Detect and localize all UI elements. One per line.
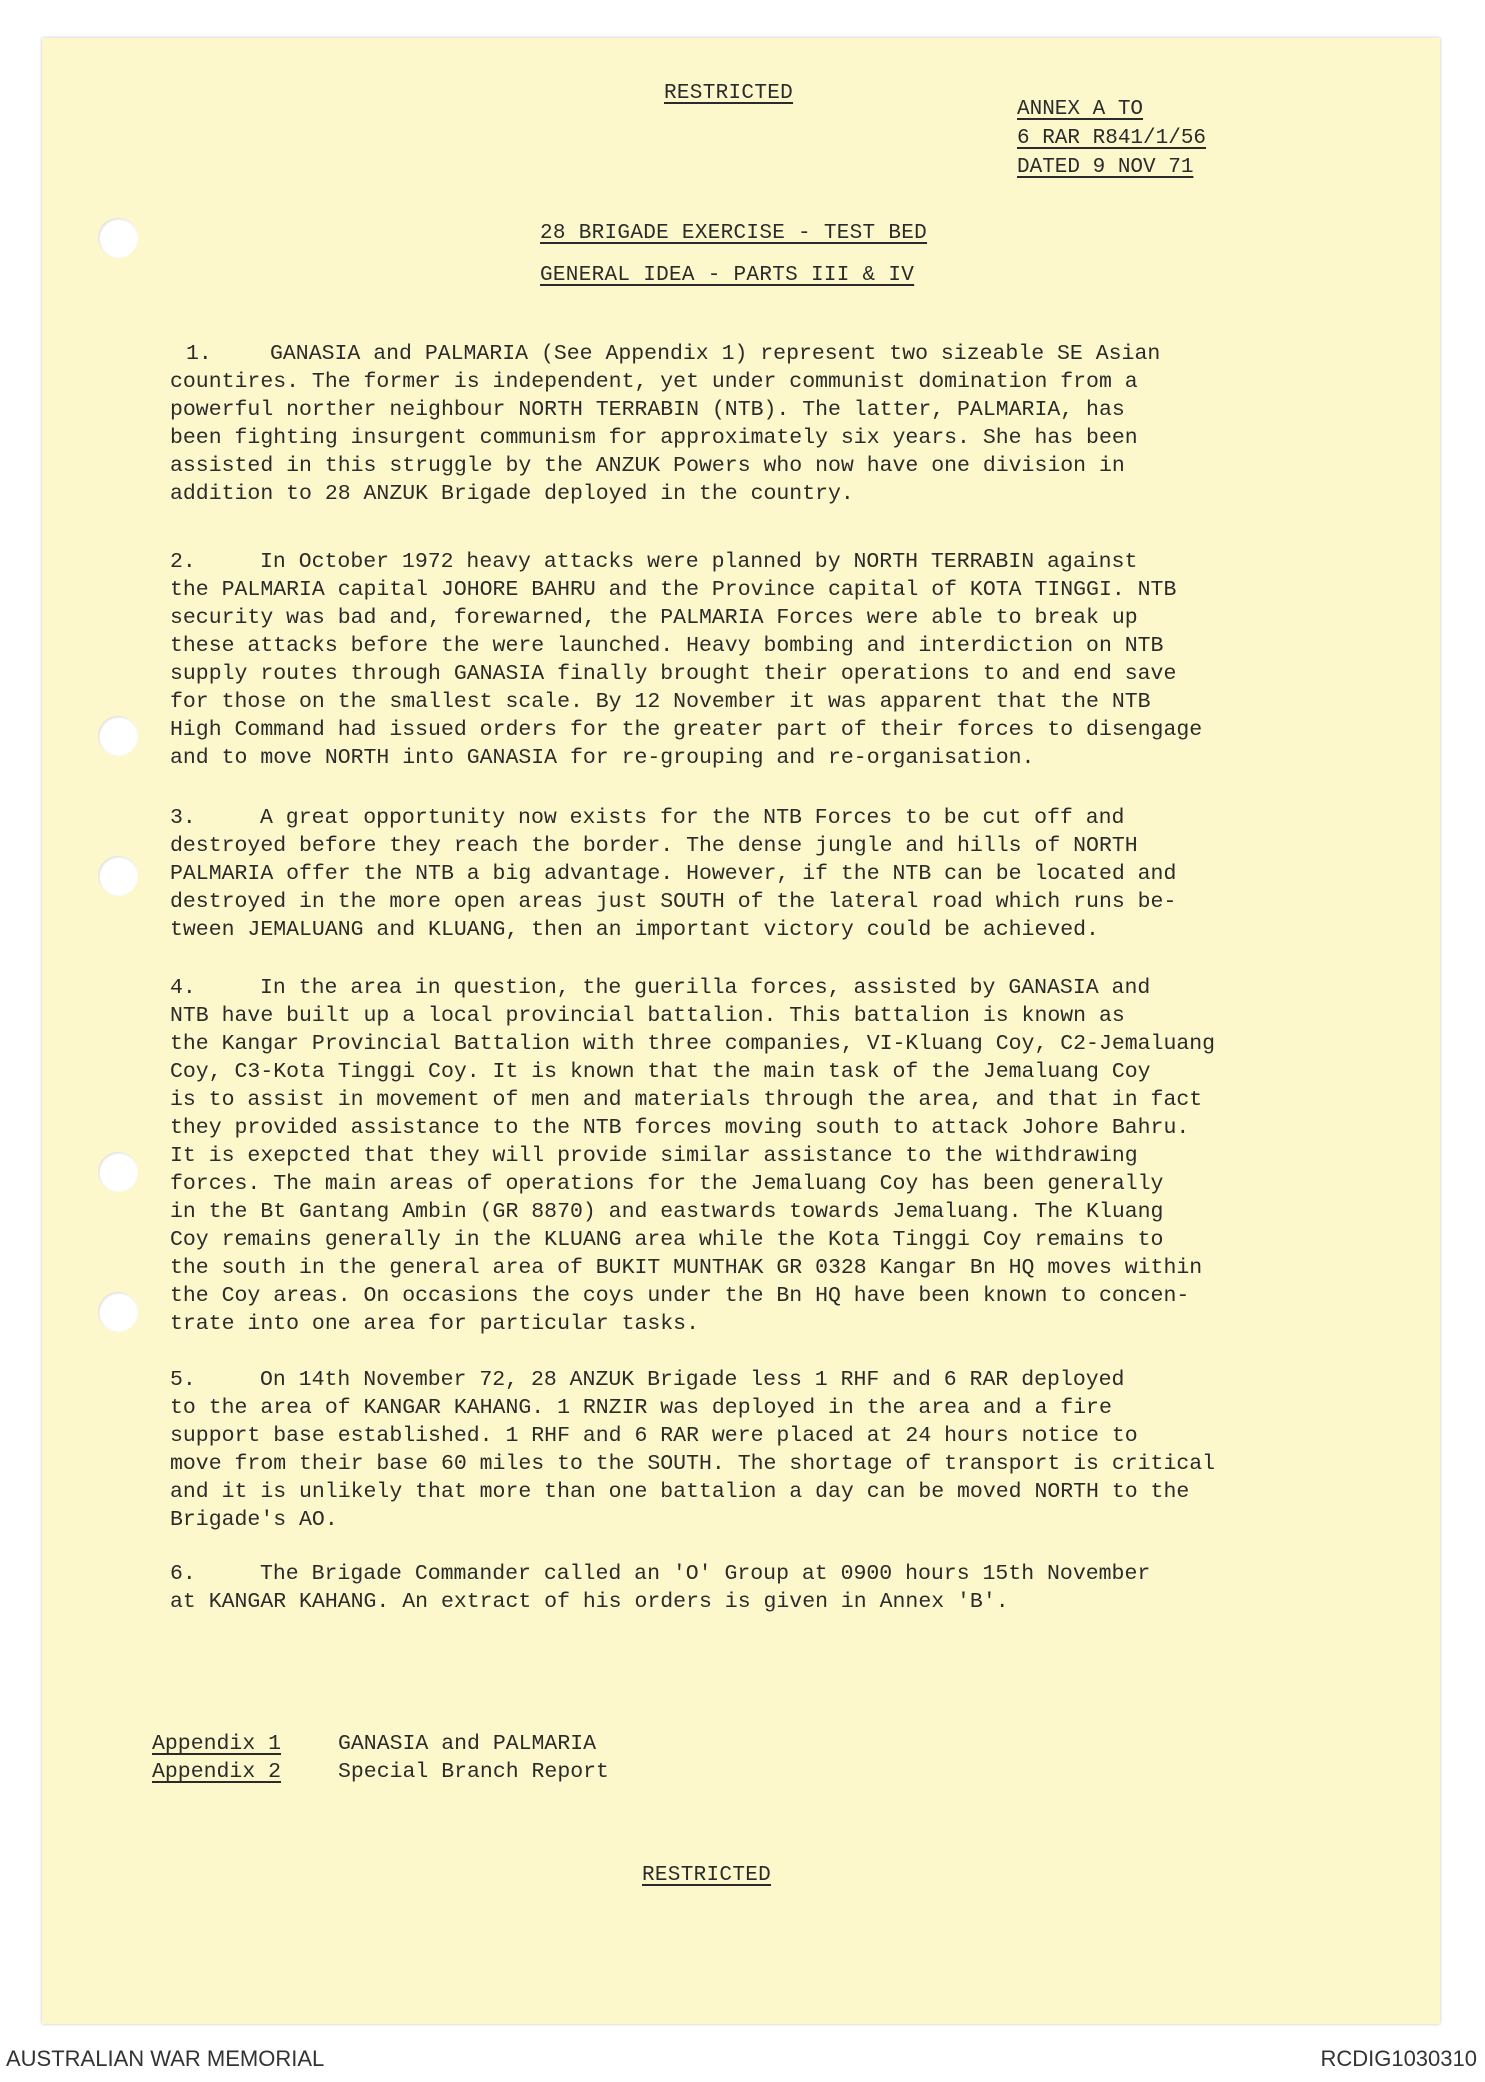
- appendix-ref: Appendix 1: [152, 1732, 282, 1756]
- punch-hole: [98, 218, 138, 258]
- classification-top: RESTRICTED: [664, 82, 794, 105]
- paragraph-number: 3.: [170, 806, 196, 830]
- punch-hole: [98, 856, 138, 896]
- paragraph-1: 1. GANASIA and PALMARIA (See Appendix 1) represent two sizeable SE Asian countires. The former is independent, yet under communist domination from a powerful norther neighbour NORTH TERRABIN (NTB). The latter, PALMARIA, has been fighting insurgent communism for approximately six years. She has been assisted in this struggle by the ANZUK Powers who now have one division in addition to 28 ANZUK Brigade deployed in the country.: [170, 342, 1161, 506]
- punch-hole: [98, 1292, 138, 1332]
- paragraph-number: 4.: [170, 976, 196, 1000]
- annex-line: ANNEX A TO: [1017, 98, 1144, 121]
- archive-reference: RCDIG1030310: [1320, 2046, 1477, 2071]
- document-title: 28 BRIGADE EXERCISE - TEST BED: [540, 222, 928, 245]
- classification-bottom: RESTRICTED: [642, 1864, 772, 1887]
- paragraph-number: 2.: [170, 550, 196, 574]
- paragraph-5: 5. On 14th November 72, 28 ANZUK Brigade less 1 RHF and 6 RAR deployed to the area of KANGAR KAHANG. 1 RNZIR was deployed in the area and a fire support base established. 1 RHF and 6 RAR were placed at 24 hours notice to move from their base 60 miles to the SOUTH. The shortage of transport is critical and it is unlikely that more than one battalion a day can be moved NORTH to the Brigade's AO.: [170, 1368, 1216, 1532]
- annex-line: 6 RAR R841/1/56: [1017, 127, 1207, 150]
- paragraph-2: 2. In October 1972 heavy attacks were planned by NORTH TERRABIN against the PALMARIA capital JOHORE BAHRU and the Province capital of KOTA TINGGI. NTB security was bad and, forewarned, the PALMARIA Forces were able to break up these attacks before the were launched. Heavy bombing and interdiction on NTB supply routes through GANASIA finally brought their operations to and end save for those on the smallest scale. By 12 November it was apparent that the NTB High Command had issued orders for the greater part of their forces to disengage and to move NORTH into GANASIA for re-grouping and re-organisation.: [170, 550, 1203, 770]
- punch-hole: [98, 1152, 138, 1192]
- document-page: [42, 38, 1440, 2024]
- paragraph-6: 6. The Brigade Commander called an 'O' Group at 0900 hours 15th November at KANGAR KAHANG. An extract of his orders is given in Annex 'B'.: [170, 1562, 1151, 1614]
- paragraph-4: 4. In the area in question, the guerilla forces, assisted by GANASIA and NTB have built up a local provincial battalion. This battalion is known as the Kangar Provincial Battalion with three companies, VI-Kluang Coy, C2-Jemaluang Coy, C3-Kota Tinggi Coy. It is known that the main task of the Jemaluang Coy is to assist in movement of men and materials through the area, and that in fact they provided assistance to the NTB forces moving south to attack Johore Bahru. It is exepcted that they will provide similar assistance to the withdrawing forces. The main areas of operations for the Jemaluang Coy has been generally in the Bt Gantang Ambin (GR 8870) and eastwards towards Jemaluang. The Kluang Coy remains generally in the KLUANG area while the Kota Tinggi Coy remains to the south in the general area of BUKIT MUNTHAK GR 0328 Kangar Bn HQ moves within the Coy areas. On occasions the coys under the Bn HQ have been known to concen- trate into one area for particular tasks.: [170, 976, 1216, 1336]
- annex-line: DATED 9 NOV 71: [1017, 156, 1194, 179]
- paragraph-number: 5.: [170, 1368, 196, 1392]
- paragraph-number: 1.: [186, 342, 212, 366]
- paragraph-number: 6.: [170, 1562, 196, 1586]
- appendix-title: Special Branch Report: [338, 1760, 609, 1784]
- document-subtitle: GENERAL IDEA - PARTS III & IV: [540, 264, 915, 287]
- appendix-item: [152, 1730, 596, 1758]
- annex-reference: [1017, 95, 1206, 182]
- appendix-title: GANASIA and PALMARIA: [338, 1732, 597, 1756]
- punch-hole: [98, 716, 138, 756]
- paragraph-3: 3. A great opportunity now exists for the NTB Forces to be cut off and destroyed before they reach the border. The dense jungle and hills of NORTH PALMARIA offer the NTB a big advantage. However, if the NTB can be located and destroyed in the more open areas just SOUTH of the lateral road which runs be- tween JEMALUANG and KLUANG, then an important victory could be achieved.: [170, 806, 1177, 942]
- archive-name: AUSTRALIAN WAR MEMORIAL: [6, 2046, 325, 2071]
- appendix-item: [152, 1758, 609, 1786]
- appendix-ref: Appendix 2: [152, 1760, 282, 1784]
